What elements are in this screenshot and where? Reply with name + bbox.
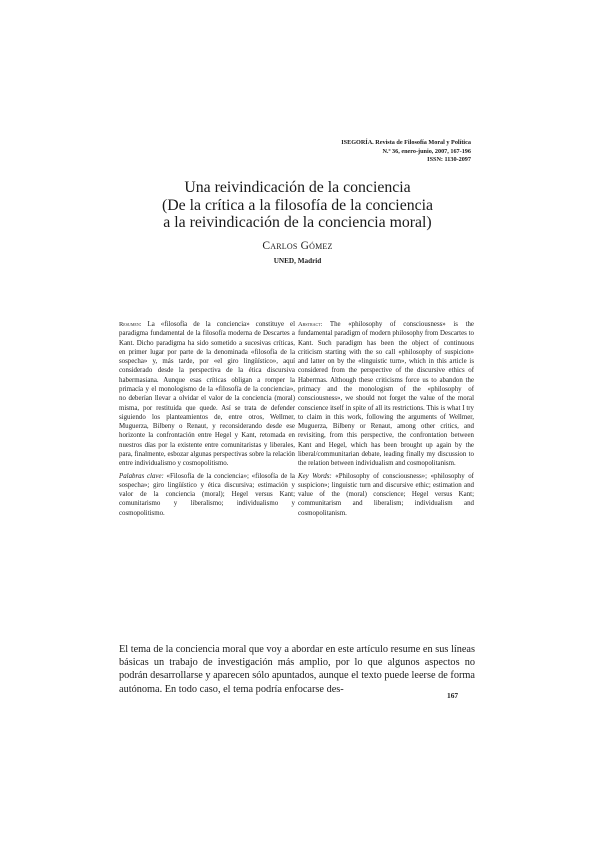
author-text: Carlos Gómez [262, 240, 333, 252]
abstract [298, 320, 474, 469]
article-title [0, 179, 595, 232]
author-affiliation: UNED, Madrid [273, 257, 322, 265]
body-paragraph: El tema de la conciencia moral que voy a abordar en este artículo resume en sus líneas básicas un trabajo de investigación más amplio, por lo que algunos aspectos no podrán desarrollarse y aparecen sólo apuntados, aunque el texto puede leerse de forma autónoma. En todo caso, el tema podría enfocarse des- [119, 644, 475, 695]
spanish-abstract-column [119, 320, 295, 518]
abstract-text: The «philosophy of consciousness» is the fundamental paradigm of modern philosophy from Descartes to Kant. Such paradigm has been the object of continuous criticism starting with the so call «philosophy of suspicion» and latter on by the «linguistic turn», which in this article is considered from the perspective of the discursive ethics of Habermas. Although these criticisms force us to abandon the primacy and the monologism of the «philosophy of consciousness», we should not forget the value of the moral conscience itself in spite of all its restrictions. This is what I try to claim in this work, following the arguments of Wellmer, Muguerza, Bilbeny or Renaut, among other critics, and revisiting, from this perspective, the confrontation between Kant and Hegel, which has been brought up again by the liberal/communitarian debate, leading finally my discussion to the relation between individualism and cosmopolitanism. [298, 321, 474, 468]
palabras-clave-text: «Filosofía de la conciencia»; «filosofía de la sospecha»; giro lingüístico y ética discursiva; estimación y valor de la conciencia (moral); Hegel versus Kant; comunitarismo y liberalismo; individualismo y cosmopolitismo. [119, 472, 295, 517]
english-abstract-column [298, 320, 474, 518]
resumen [119, 320, 295, 469]
palabras-clave-label: Palabras clave: [119, 472, 164, 480]
issue-info: N.º 36, enero-junio, 2007, 167-196 [382, 147, 471, 155]
resumen-text: La «filosofía de la conciencia» constituye el paradigma fundamental de la filosofía moderna de Descartes a Kant. Dicho paradigma ha sido sometido a sucesivas críticas, en primer lugar por parte de la denominada «filosofía de la sospecha» y, más tarde, por «el giro lingüístico», aquí considerado desde la perspectiva de la ética discursiva habermasiana. Aunque esas críticas obligan a romper la primacía y el monologismo de la «filosofía de la conciencia», no deberían llevar a olvidar el valor de la conciencia (moral) misma, por restituida que quede. Así se trata de defender siguiendo los planteamientos de, entre otros, Wellmer, Muguerza, Bilbeny o Renaut, y reconsiderando desde ese horizonte la confrontación entre Hegel y Kant, retomada en nuestros días por la existente entre comunitaristas y liberales, para, finalmente, esbozar algunas perspectivas sobre la relación entre individualismo y cosmopolitismo. [119, 321, 295, 468]
journal-name: ISEGORÍA. Revista de Filosofía Moral y Política [341, 139, 471, 146]
key-words-text: «Philosophy of consciousness»; «philosophy of suspicion»; linguistic turn and discursive ethic; estimation and value of the (moral) conscience; Hegel versus Kant; communitarism and liberalism; individualism and cosmopolitanism. [298, 472, 474, 517]
key-words [298, 472, 474, 518]
title-line: (De la crítica a la filosofía de la conciencia [161, 196, 434, 214]
issn: ISSN: 1130-2097 [427, 156, 471, 164]
author-name [0, 240, 595, 252]
resumen-label: Resumen: [119, 321, 142, 328]
palabras-clave [119, 472, 295, 518]
abstract-label: Abstract: [298, 321, 323, 328]
page-number: 167 [447, 691, 459, 700]
title-line: a la reivindicación de la conciencia moral) [163, 214, 432, 232]
title-line: Una reivindicación de la conciencia [184, 179, 411, 196]
key-words-label: Key Words: [298, 472, 332, 480]
journal-reference [341, 139, 471, 165]
